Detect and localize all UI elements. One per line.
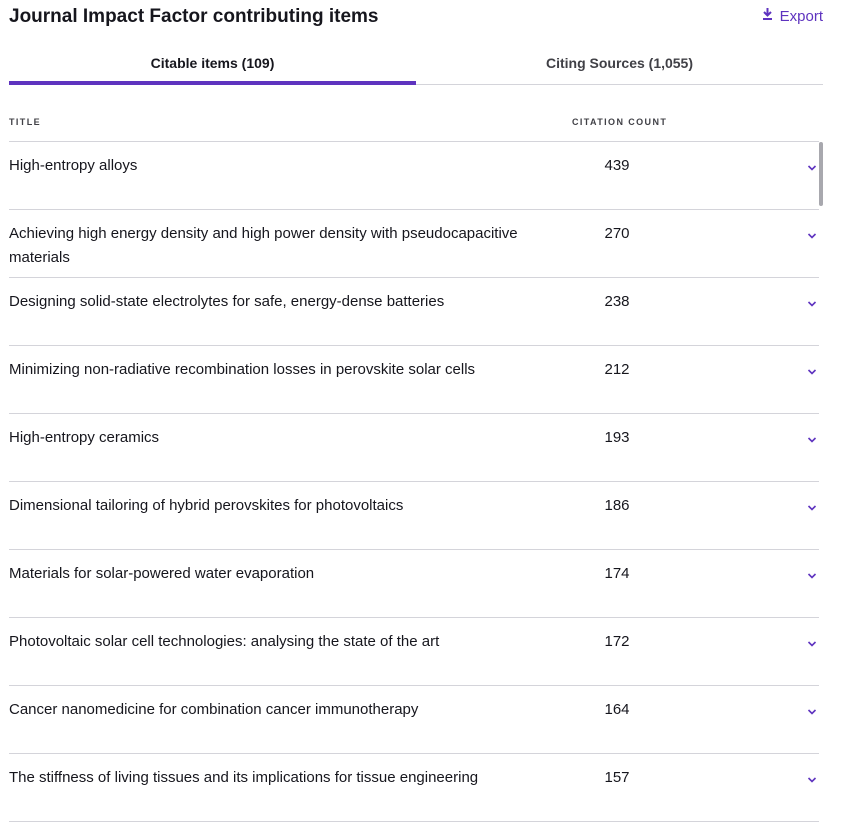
row-title: Achieving high energy density and high power density with pseudocapacitive materials: [9, 225, 518, 266]
row-title: Materials for solar-powered water evaporation: [9, 565, 315, 582]
table-row[interactable]: [9, 278, 819, 346]
page-title: Journal Impact Factor contributing items: [9, 6, 379, 27]
row-title: Cancer nanomedicine for combination cancer immunotherapy: [9, 701, 419, 718]
table-row[interactable]: [9, 482, 819, 550]
chevron-down-icon[interactable]: [807, 640, 817, 648]
table-row[interactable]: [9, 346, 819, 414]
row-citation-count: 238: [604, 293, 630, 310]
row-title: High-entropy alloys: [9, 157, 138, 174]
chevron-down-icon[interactable]: [807, 232, 817, 240]
table-row[interactable]: [9, 210, 819, 278]
table-row[interactable]: [9, 550, 819, 618]
chevron-down-icon[interactable]: [807, 776, 817, 784]
tab-citable-items[interactable]: Citable items (109): [9, 46, 416, 84]
table-row[interactable]: [9, 686, 819, 754]
scrollbar-thumb[interactable]: [819, 142, 823, 206]
table-row[interactable]: [9, 142, 819, 210]
chevron-down-icon[interactable]: [807, 164, 817, 172]
items-table: [9, 142, 819, 822]
row-citation-count: 172: [604, 633, 630, 650]
row-citation-count: 157: [604, 769, 630, 786]
table-row[interactable]: [9, 414, 819, 482]
row-citation-count: 174: [604, 565, 630, 582]
chevron-down-icon[interactable]: [807, 504, 817, 512]
chevron-down-icon[interactable]: [807, 436, 817, 444]
row-title: Photovoltaic solar cell technologies: analysing the state of the art: [9, 633, 440, 650]
chevron-down-icon[interactable]: [807, 572, 817, 580]
row-citation-count: 270: [604, 225, 630, 242]
page-header: [9, 6, 823, 30]
row-title: Minimizing non-radiative recombination losses in perovskite solar cells: [9, 361, 476, 378]
tab-citing-sources[interactable]: Citing Sources (1,055): [545, 55, 694, 71]
row-title: High-entropy ceramics: [9, 429, 160, 446]
export-label: Export: [779, 7, 823, 25]
row-title: The stiffness of living tissues and its implications for tissue engineering: [9, 769, 479, 786]
chevron-down-icon[interactable]: [807, 368, 817, 376]
tab-bar: [9, 46, 823, 85]
row-citation-count: 212: [604, 361, 630, 378]
chevron-down-icon[interactable]: [807, 708, 817, 716]
chevron-down-icon[interactable]: [807, 300, 817, 308]
row-citation-count: 439: [604, 157, 630, 174]
row-citation-count: 186: [604, 497, 630, 514]
export-button[interactable]: [761, 7, 823, 25]
table-row[interactable]: [9, 754, 819, 822]
download-icon: [761, 7, 774, 25]
row-title: Designing solid-state electrolytes for safe, energy-dense batteries: [9, 293, 445, 310]
table-row[interactable]: [9, 618, 819, 686]
column-header-title: TITLE: [9, 117, 41, 127]
row-citation-count: 193: [604, 429, 630, 446]
column-header-citation-count: CITATION COUNT: [572, 117, 668, 127]
row-title: Dimensional tailoring of hybrid perovskites for photovoltaics: [9, 497, 404, 514]
row-citation-count: 164: [604, 701, 630, 718]
